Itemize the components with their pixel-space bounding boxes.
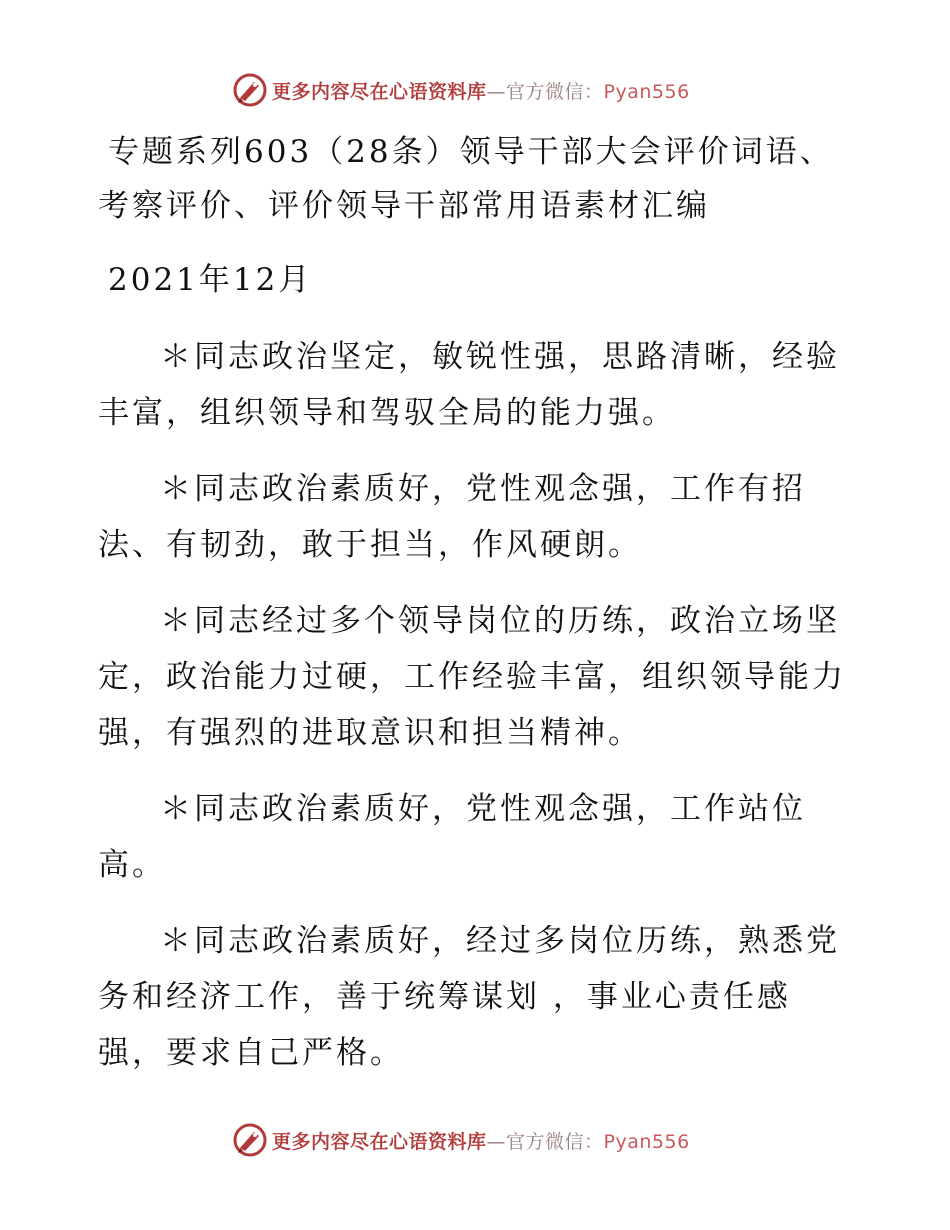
document-date: 2021年12月: [108, 262, 313, 298]
watermark-text: [272, 1127, 690, 1154]
paragraph: ＊同志政治素质好，党性观念强，工作有招法、有韧劲，敢于担当，作风硬朗。: [98, 471, 806, 563]
paragraph: ＊同志政治坚定，敏锐性强，思路清晰，经验丰富，组织领导和驾驭全局的能力强。: [98, 339, 840, 431]
watermark-dash: —: [486, 80, 507, 103]
pen-logo-icon: [232, 72, 268, 108]
pen-logo-icon: [232, 1122, 268, 1158]
watermark-dash: —: [486, 1130, 507, 1153]
watermark-main: 更多内容尽在心语资料库: [272, 1130, 487, 1153]
paragraph: ＊同志政治素质好，经过多岗位历练，熟悉党务和经济工作，善于统筹谋划 ，事业心责任感强，要求自己严格。: [98, 923, 840, 1071]
watermark-main: 更多内容尽在心语资料库: [272, 80, 487, 103]
header-watermark: [232, 70, 752, 110]
document-title: [98, 125, 858, 233]
watermark-label: 官方微信：: [506, 80, 604, 103]
paragraph: ＊同志政治素质好，党性观念强，工作站位高。: [98, 791, 806, 883]
footer-watermark: [232, 1120, 752, 1160]
watermark-id: Pyan556: [603, 80, 690, 103]
watermark-id: Pyan556: [603, 1130, 690, 1153]
watermark-label: 官方微信：: [506, 1130, 604, 1153]
watermark-text: [272, 77, 690, 104]
title-line-1: 专题系列603（28条）领导干部大会评价词语、: [108, 134, 834, 170]
title-line-2: 考察评价、评价领导干部常用语素材汇编: [98, 188, 710, 224]
paragraph: ＊同志经过多个领导岗位的历练，政治立场坚定，政治能力过硬，工作经验丰富，组织领导能力强，有强烈的进取意识和担当精神。: [98, 603, 846, 751]
document-body: [98, 125, 858, 1081]
